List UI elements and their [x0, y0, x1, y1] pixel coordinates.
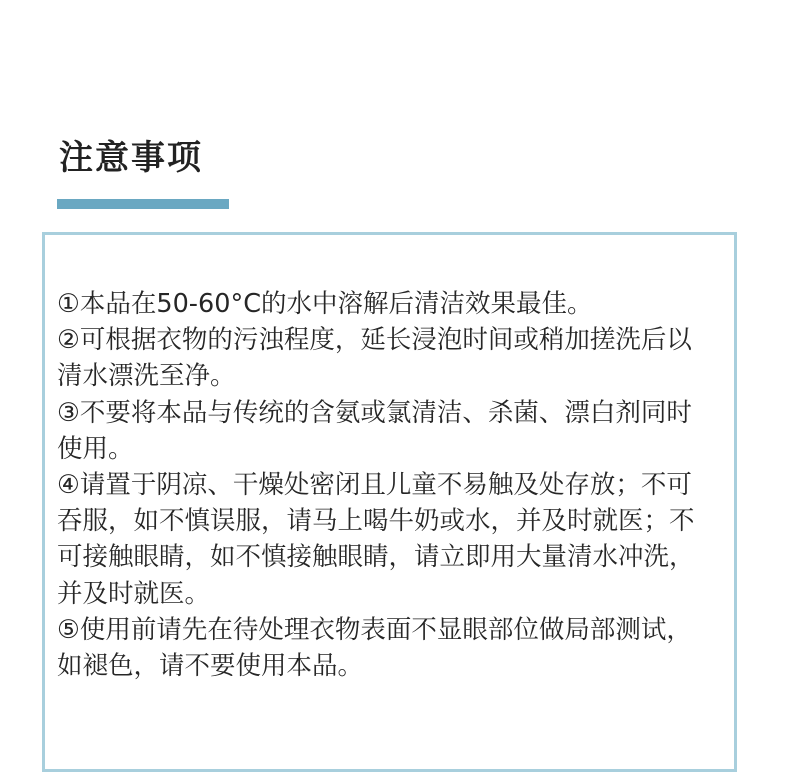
note-line: 吞服，如不慎误服，请马上喝牛奶或水，并及时就医；不: [57, 506, 695, 537]
notes-list: [57, 286, 707, 684]
note-4: [57, 467, 707, 612]
note-line: ⑤使用前请先在待处理衣物表面不显眼部位做局部测试，: [57, 614, 692, 645]
note-line: ③不要将本品与传统的含氨或氯清洁、杀菌、漂白剂同时: [57, 397, 692, 428]
note-2: [57, 322, 707, 394]
title-underline-bar: [57, 199, 229, 209]
note-line: ②可根据衣物的污浊程度，延长浸泡时间或稍加搓洗后以: [57, 325, 692, 356]
note-line: 可接触眼睛，如不慎接触眼睛，请立即用大量清水冲洗，: [57, 542, 695, 573]
note-1: [57, 286, 707, 322]
note-line: ①本品在50-60°C的水中溶解后清洁效果最佳。: [57, 289, 593, 319]
note-line: 清水漂洗至净。: [57, 361, 236, 392]
note-line: ④请置于阴凉、干燥处密闭且儿童不易触及处存放；不可: [57, 470, 692, 501]
note-line: 如褪色，请不要使用本品。: [57, 651, 364, 682]
note-line: 并及时就医。: [57, 578, 211, 609]
page-title: 注意事项: [59, 138, 203, 178]
note-5: [57, 612, 707, 684]
note-3: [57, 395, 707, 467]
note-line: 使用。: [57, 433, 134, 464]
